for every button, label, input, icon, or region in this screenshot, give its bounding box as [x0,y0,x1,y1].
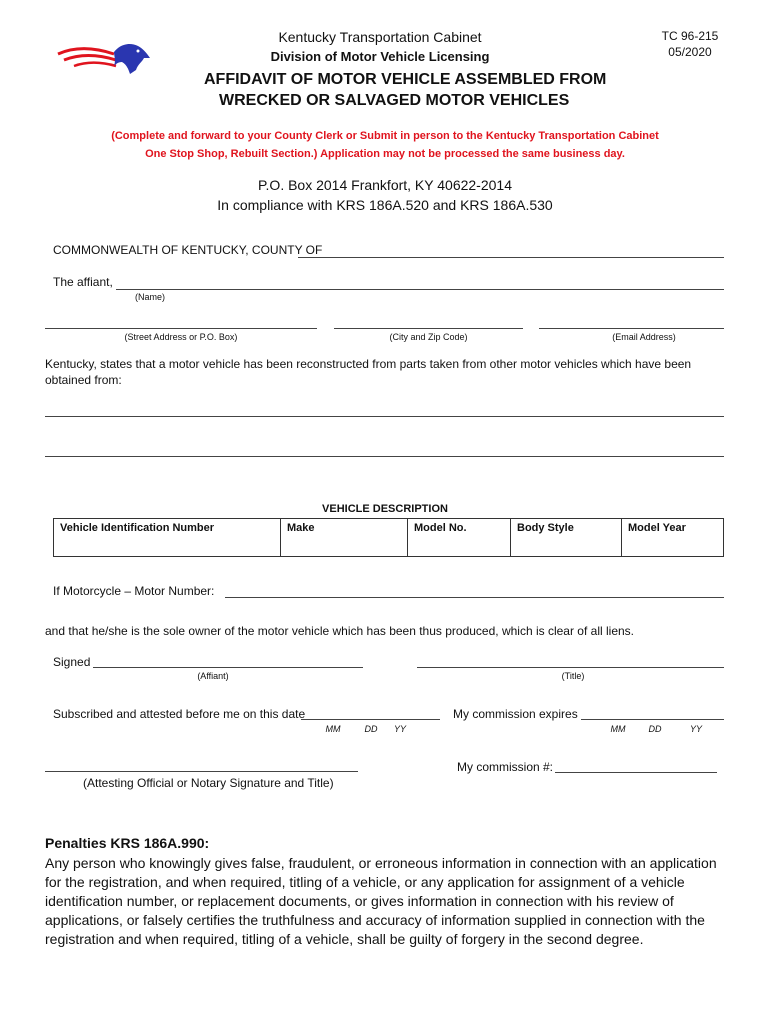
horse-logo-icon [56,40,152,80]
instructions-line1: (Complete and forward to your County Clerk or Submit in person to the Kentucky Transportation Cabinet [111,130,659,142]
penalties-heading: Penalties KRS 186A.990: [45,835,210,851]
motor-number-field[interactable] [225,597,724,598]
notary-caption: (Attesting Official or Notary Signature and Title) [83,776,334,790]
commission-expires-field[interactable] [581,719,724,720]
affiant-name-field[interactable] [116,289,724,290]
title-caption: (Title) [561,671,585,681]
form-title-line2: WRECKED OR SALVAGED MOTOR VEHICLES [219,92,570,109]
source-field-line1[interactable] [45,416,724,417]
address-line1: P.O. Box 2014 Frankfort, KY 40622-2014 [258,177,512,193]
form-number: TC 96-215 [661,29,719,43]
affiant-signature-field[interactable] [93,667,363,668]
compliance-line: In compliance with KRS 186A.520 and KRS 186A.530 [217,197,553,213]
email-caption: (Email Address) [612,332,676,342]
penalties-text: Any person who knowingly gives false, fraudulent, or erroneous information in connection with an application for the registration, and when required, titling of a vehicle, or any application for assignment of a vehicle identification number, or replacement documents, or gives information in connection with his review of applications, or falsely certifies the truthfulness and accuracy of information supplied in connection with the registration and when required, titling of a vehicle, shall be guilty of forgery in the second degree. [45,855,717,947]
date-mm: MM [325,724,341,734]
commission-number-field[interactable] [555,772,717,773]
model-year-cell[interactable]: Model Year [622,519,724,557]
mailing-address [150,175,620,215]
county-label: COMMONWEALTH OF KENTUCKY, COUNTY OF [53,243,323,257]
street-address-field[interactable] [45,328,317,329]
source-field-line2[interactable] [45,456,724,457]
vehicle-description-table [53,518,724,557]
subscribed-date-field[interactable] [301,719,440,720]
body-style-cell[interactable]: Body Style [511,519,622,557]
notary-signature-field[interactable] [45,771,358,772]
county-field[interactable] [298,257,724,258]
signed-label: Signed [53,655,91,669]
affiant-label: The affiant, [53,275,113,289]
instructions-line2: One Stop Shop, Rebuilt Section.) Application may not be processed the same business day. [145,148,625,160]
date-yy: YY [393,724,406,734]
model-no-cell[interactable]: Model No. [408,519,511,557]
name-caption: (Name) [134,292,165,302]
make-cell[interactable]: Make [281,519,408,557]
subscribed-label: Subscribed and attested before me on this date [53,707,306,721]
exp-mm: MM [610,724,626,734]
email-field[interactable] [539,328,724,329]
city-caption: (City and Zip Code) [389,332,468,342]
affiant-caption: (Affiant) [197,671,229,681]
motorcycle-label: If Motorcycle – Motor Number: [53,584,215,598]
exp-dd: DD [648,724,662,734]
reconstruction-statement: Kentucky, states that a motor vehicle has been reconstructed from parts taken from other motor vehicles which have been obtained from: [45,357,692,387]
commission-number-label: My commission #: [457,760,554,774]
instructions [40,127,730,163]
date-dd: DD [364,724,378,734]
commission-expires-label: My commission expires [453,707,578,721]
agency-name: Kentucky Transportation Cabinet [278,29,482,45]
vehicle-description-title: VEHICLE DESCRIPTION [322,503,448,515]
city-zip-field[interactable] [334,328,523,329]
ownership-statement: and that he/she is the sole owner of the motor vehicle which has been thus produced, which is clear of all liens. [45,624,635,638]
vin-cell[interactable]: Vehicle Identification Number [54,519,281,557]
form-title-line1: AFFIDAVIT OF MOTOR VEHICLE ASSEMBLED FROM [204,71,607,88]
title-field[interactable] [417,667,724,668]
street-caption: (Street Address or P.O. Box) [124,332,238,342]
exp-yy: YY [689,724,702,734]
division-name: Division of Motor Vehicle Licensing [270,49,490,64]
form-title [204,69,624,111]
form-date: 05/2020 [668,45,712,59]
